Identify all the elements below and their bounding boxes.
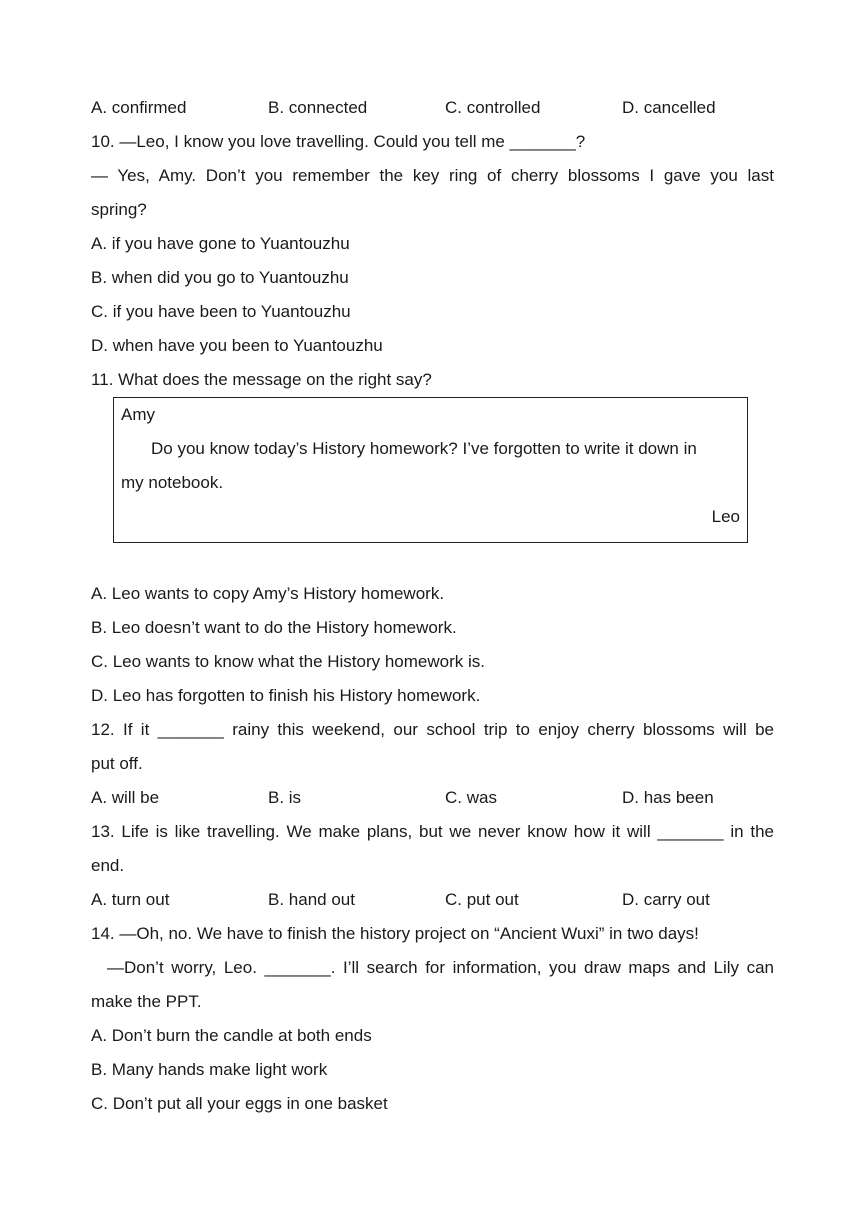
q12-options <box>91 781 774 815</box>
q14-reply-line2: make the PPT. <box>91 992 202 1011</box>
q13-option-b: B. hand out <box>268 890 355 909</box>
q9-options <box>91 91 774 125</box>
q13-option-c: C. put out <box>445 890 519 909</box>
q10-option-b: B. when did you go to Yuantouzhu <box>91 268 349 287</box>
q13-options <box>91 883 774 917</box>
message-body-line2: my notebook. <box>121 473 224 492</box>
q12-option-d: D. has been <box>622 788 714 807</box>
q11-option-b: B. Leo doesn’t want to do the History homework. <box>91 618 457 637</box>
q14-option-a: A. Don’t burn the candle at both ends <box>91 1026 372 1045</box>
q14-option-b: B. Many hands make light work <box>91 1060 328 1079</box>
q10-option-a: A. if you have gone to Yuantouzhu <box>91 234 350 253</box>
q9-option-c: C. controlled <box>445 98 541 117</box>
q12-option-a: A. will be <box>91 788 160 807</box>
q13-option-a: A. turn out <box>91 890 170 909</box>
message-body-line1: Do you know today’s History homework? I’ve forgotten to write it down in <box>151 439 697 458</box>
q13-option-d: D. carry out <box>622 890 710 909</box>
q11-option-c: C. Leo wants to know what the History homework is. <box>91 652 485 671</box>
q14-stem: 14. —Oh, no. We have to finish the history project on “Ancient Wuxi” in two days! <box>91 924 699 943</box>
q11-option-a: A. Leo wants to copy Amy’s History homework. <box>91 584 445 603</box>
q10-option-d: D. when have you been to Yuantouzhu <box>91 336 383 355</box>
q13-stem-line1: 13. Life is like travelling. We make plans, but we never know how it will _______ in the <box>91 822 774 841</box>
q9-option-d: D. cancelled <box>622 98 716 117</box>
q11-option-d: D. Leo has forgotten to finish his History homework. <box>91 686 481 705</box>
q12-option-b: B. is <box>268 788 302 807</box>
exam-content <box>91 91 774 1121</box>
q9-option-b: B. connected <box>268 98 368 117</box>
message-recipient: Amy <box>121 405 155 424</box>
q12-stem-line1: 12. If it _______ rainy this weekend, our school trip to enjoy cherry blossoms will be <box>91 720 774 739</box>
q12-option-c: C. was <box>445 788 497 807</box>
message-sender: Leo <box>711 507 740 526</box>
q10-option-c: C. if you have been to Yuantouzhu <box>91 302 351 321</box>
q10-reply-line1: — Yes, Amy. Don’t you remember the key ring of cherry blossoms I gave you last <box>91 166 774 185</box>
q13-stem-line2: end. <box>91 856 125 875</box>
q12-stem-line2: put off. <box>91 754 143 773</box>
q14-option-c: C. Don’t put all your eggs in one basket <box>91 1094 388 1113</box>
q14-reply-line1: —Don’t worry, Leo. _______. I’ll search for information, you draw maps and Lily can <box>107 958 774 977</box>
message-box <box>113 397 748 543</box>
q10-stem: 10. —Leo, I know you love travelling. Could you tell me _______? <box>91 132 586 151</box>
spacer <box>91 543 774 577</box>
q9-option-a: A. confirmed <box>91 98 187 117</box>
q11-stem: 11. What does the message on the right say? <box>91 370 432 389</box>
q10-reply-line2: spring? <box>91 200 147 219</box>
